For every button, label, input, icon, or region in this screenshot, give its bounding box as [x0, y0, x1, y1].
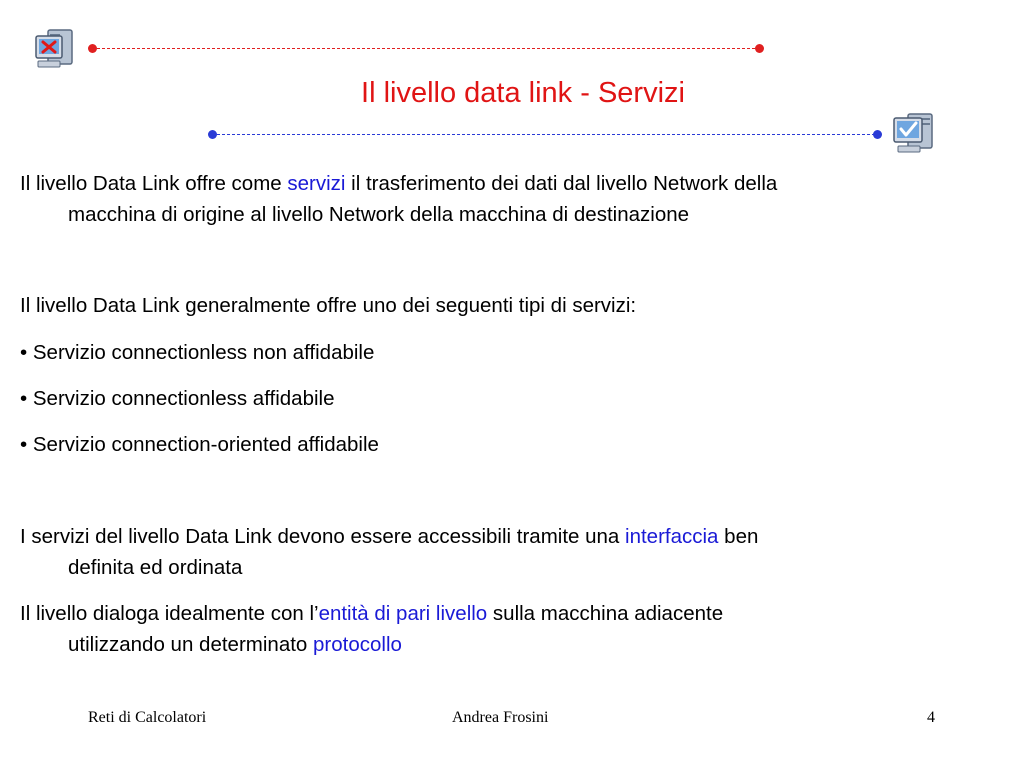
bullet-item: • Servizio connection-oriented affidabile [20, 433, 379, 456]
page-number: 4 [927, 709, 935, 726]
footer-course: Reti di Calcolatori [88, 709, 207, 726]
red-dot-right [755, 44, 764, 53]
red-dashed-line [97, 48, 755, 49]
slide-title: Il livello data link - Servizi [361, 77, 685, 109]
red-dot-left [88, 44, 97, 53]
blue-dashed-line [217, 134, 875, 135]
computer-error-icon [32, 26, 80, 74]
highlight-protocollo: protocollo [313, 633, 402, 656]
paragraph-services: Il livello Data Link offre come servizi il trasferimento dei dati dal livello Network della macchina di origine al livello Network della macchina di destinazione [20, 172, 778, 226]
paragraph-types: Il livello Data Link generalmente offre uno dei seguenti tipi di servizi: [20, 294, 637, 317]
blue-dot-left [208, 130, 217, 139]
bullet-item: • Servizio connectionless affidabile [20, 387, 335, 410]
footer-author: Andrea Frosini [452, 709, 549, 726]
bullet-item: • Servizio connectionless non affidabile [20, 341, 375, 364]
highlight-servizi: servizi [287, 172, 346, 195]
blue-dot-right [873, 130, 882, 139]
highlight-interfaccia: interfaccia [625, 525, 719, 548]
highlight-entita: entità di pari livello [318, 602, 488, 625]
paragraph-interface: I servizi del livello Data Link devono essere accessibili tramite una interfaccia ben definita ed ordinata [20, 525, 759, 579]
paragraph-peer: Il livello dialoga idealmente con l’entità di pari livello sulla macchina adiacente utilizzando un determinato protocollo [20, 602, 724, 656]
computer-check-icon [890, 110, 938, 158]
